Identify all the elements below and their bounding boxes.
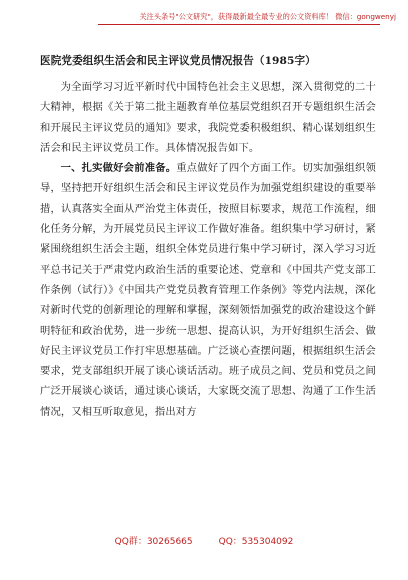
header-divider xyxy=(98,24,380,25)
section-1-paragraph xyxy=(40,158,376,422)
intro-paragraph: 为全面学习习近平新时代中国特色社会主义思想，深入贯彻党的二十大精神，根据《关于第二批主题教育单位基层党组织召开专题组织生活会和开展民主评议党员的通知》要求，我院党委积极组织、精心谋划组织生活会和民主评议党员工作。具体情况报告如下。 xyxy=(40,81,376,154)
footer-qq-group: QQ群：30265665 xyxy=(114,537,193,547)
footer-qq: QQ：535304092 xyxy=(218,537,294,547)
document-title: 医院党委组织生活会和民主评议党员情况报告（1985字） xyxy=(40,55,316,67)
document-body xyxy=(40,77,376,422)
section-1-text: 重点做好了四个方面工作。切实加强组织领导，坚持把开好组织生活会和民主评议党员作为加强党组织建设的重要举措，认真落实全面从严治党主体责任，按照目标要求，规范工作流程，细化任务分解，为开展党员民主评议工作做好准备。组织集中学习研讨，紧紧围绕组织生活会主题，组织全体党员进行集中学习研讨，深入学习习近平总书记关于严肃党内政治生活的重要论述、党章和《中国共产党支部工作条例（试行）》《中国共产党党员教育管理工作条例》等党内法规，深化对新时代党的创新理论的理解和掌握，深刻领悟加强党的政治建设这个鲜明特征和政治优势，进一步统一思想、提高认识，为开好组织生活会、做好民主评议党员工作打牢思想基础。广泛谈心查摆问题，根据组织生活会要求，党支部组织开展了谈心谈话活动。班子成员之间、党员和党员之间广泛开展谈心谈话，通过谈心谈话，大家既交流了思想、沟通了工作生活情况，又相互听取意见，指出对方 xyxy=(40,162,376,418)
top-banner: 关注头条号"公文研究"，获得最新最全最专业的公文资料库！ 微信：gongwenyj xyxy=(139,12,396,21)
footer-contact xyxy=(0,536,408,548)
section-1-heading: 一、扎实做好会前准备。 xyxy=(60,162,177,175)
